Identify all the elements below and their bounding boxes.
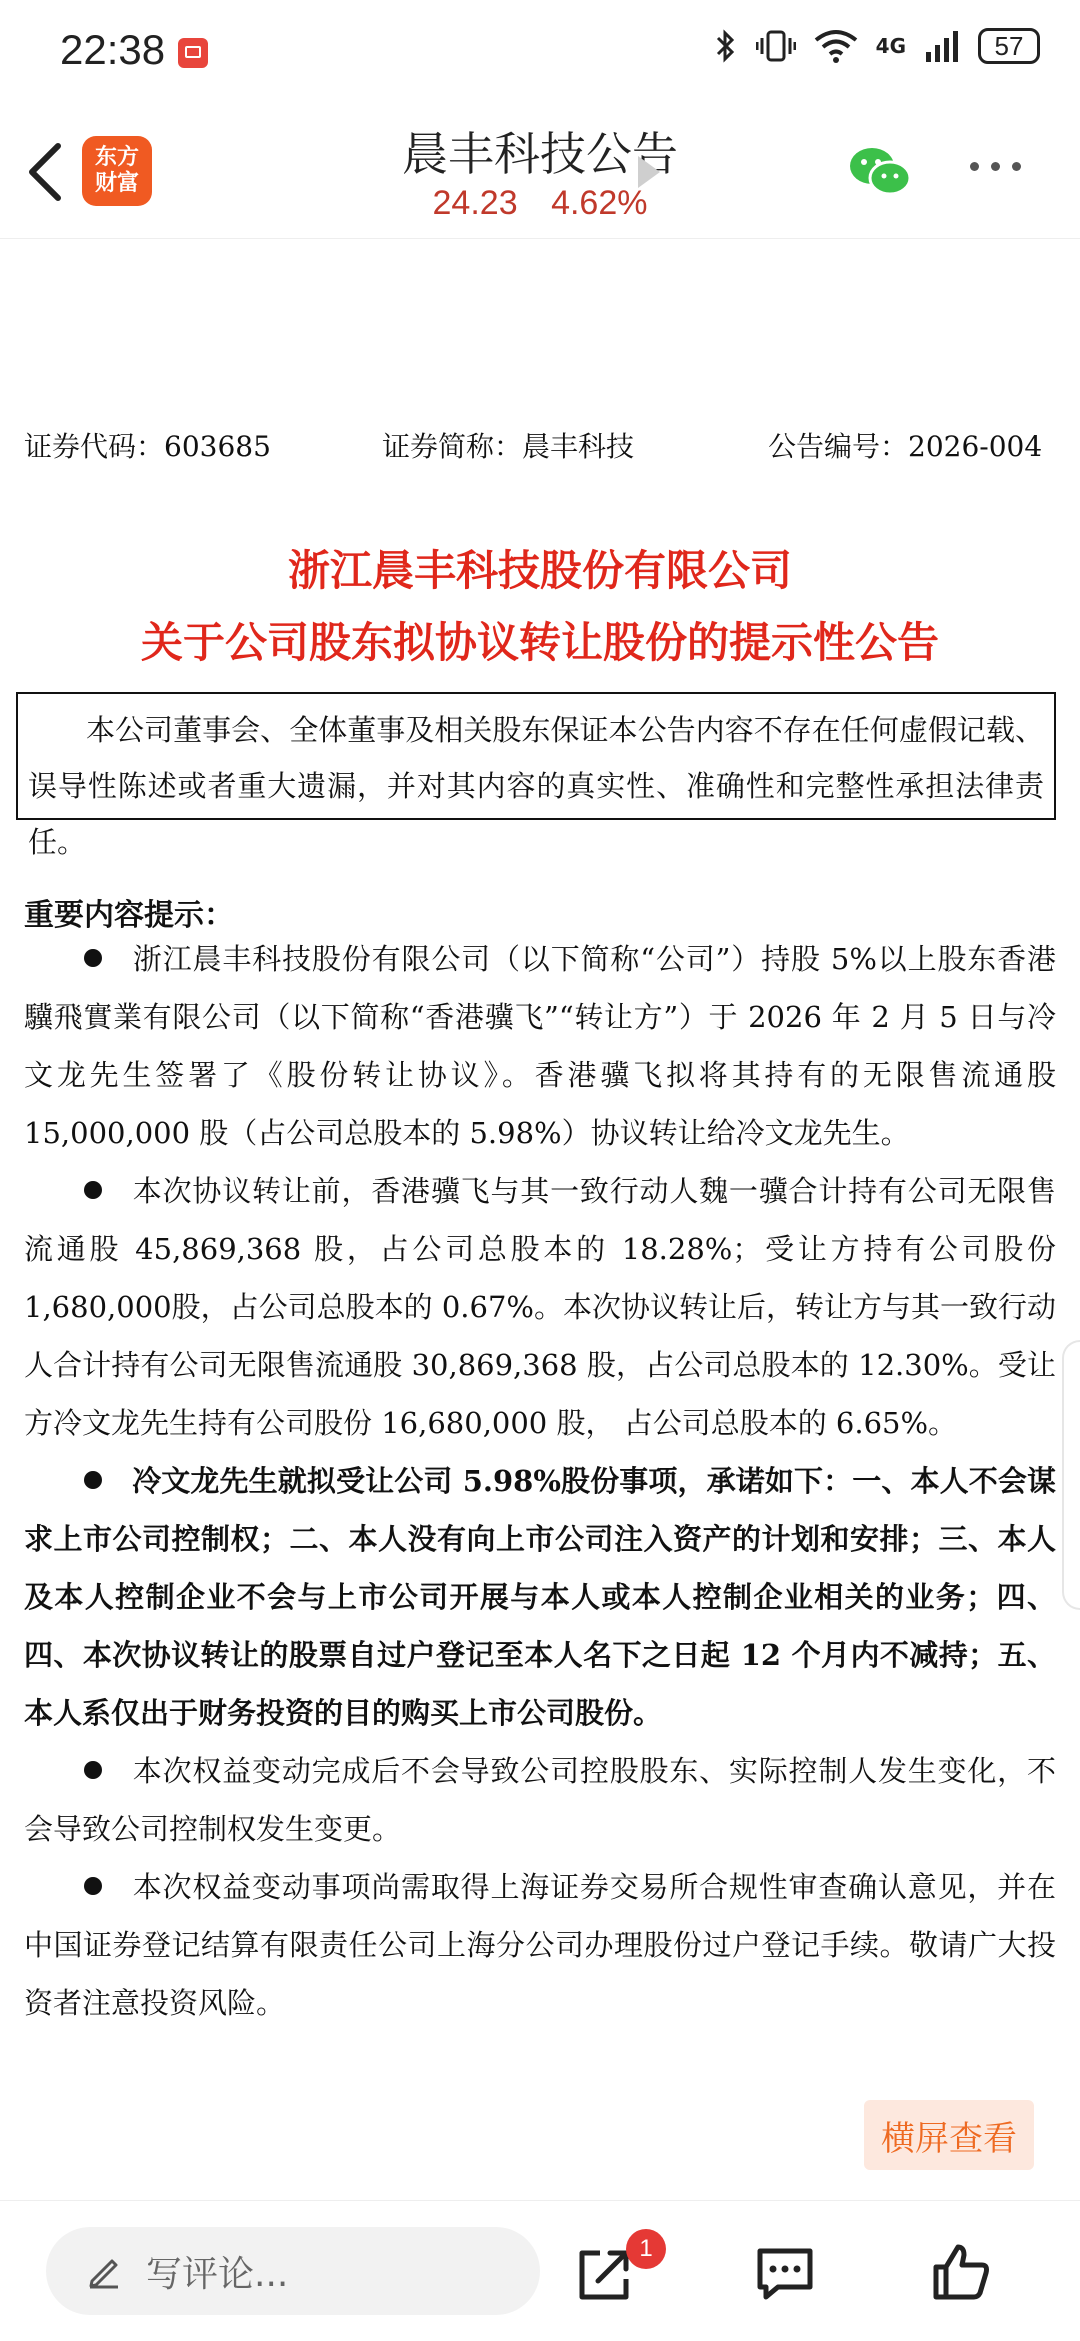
bottom-action-bar	[0, 2200, 1080, 2341]
stock-short-name: 证券简称：晨丰科技	[382, 430, 635, 463]
section-heading: 重要内容提示：	[24, 898, 234, 933]
bluetooth-icon	[714, 28, 738, 64]
stock-code: 证券代码：603685	[24, 430, 271, 463]
bullet-paragraph: 浙江晨丰科技股份有限公司（以下简称“公司”）持股 5%以上股东香港驥飛實業有限公司（以下简称“香港骥飞”“转让方”）于 2026 年 2 月 5 日与冷文龙先生签署了《股份转让协议》。香港骥飞拟将其持有的无限售流通股15,000,000 股（占公司总股本的 5.98%）协议转让给冷文龙先生。	[24, 942, 1056, 1150]
disclaimer-text: 本公司董事会、全体董事及相关股东保证本公告内容不存在任何虚假记载、误导性陈述或者重大遗漏，并对其内容的真实性、准确性和完整性承担法律责任。	[28, 713, 1044, 859]
bullet-paragraph: 本次权益变动完成后不会导致公司控股股东、实际控制人发生变化，不会导致公司控制权发生变更。	[24, 1754, 1056, 1846]
top-nav	[0, 110, 1080, 239]
vibrate-icon	[756, 28, 796, 64]
comments-icon[interactable]	[754, 2245, 816, 2303]
disclaimer-box	[16, 692, 1056, 859]
bullet-icon	[84, 949, 102, 967]
landscape-view-button[interactable]: 横屏查看	[864, 2100, 1034, 2170]
status-time: 22:38	[60, 26, 166, 73]
bullet-paragraph: 本次协议转让前，香港骥飞与其一致行动人魏一骥合计持有公司无限售流通股 45,869,368 股，占公司总股本的 18.28%；受让方持有公司股份 1,680,000股，占公司总股本的 0.67%。本次协议转让后，转让方与其一致行动人合计持有公司无限售流通股 30,869,368 股，占公司总股本的 12.30%。受让方冷文龙先生持有公司股份 16,680,000 股， 占公司总股本的 6.65%。	[24, 1174, 1056, 1440]
wifi-icon	[814, 28, 858, 64]
status-bar	[0, 0, 1080, 100]
bullet-icon	[84, 1181, 102, 1199]
bullet-icon	[84, 1877, 102, 1895]
signal-icon	[924, 28, 960, 64]
battery-level: 57	[994, 30, 1024, 61]
notification-icon	[178, 38, 208, 68]
stock-quote[interactable]	[0, 184, 1080, 223]
share-count-badge: 1	[626, 2229, 666, 2269]
announcement-number: 公告编号：2026-004	[768, 430, 1043, 463]
network-label: 4G	[875, 34, 906, 58]
thumbs-up-icon[interactable]	[930, 2241, 992, 2303]
comment-placeholder: 写评论...	[146, 2253, 289, 2295]
comment-input[interactable]	[46, 2227, 540, 2315]
pen-icon	[86, 2253, 122, 2289]
side-drawer-handle[interactable]	[1062, 1340, 1080, 1610]
doc-title-company: 浙江晨丰科技股份有限公司	[287, 546, 792, 595]
bullet-paragraph-bold: 冷文龙先生就拟受让公司 5.98%股份事项，承诺如下：一、本人不会谋求上市公司控制权；二、本人没有向上市公司注入资产的计划和安排；三、本人及本人控制企业不会与上市公司开展与本人或本人控制企业相关的业务；四、四、本次协议转让的股票自过户登记至本人名下之日起 12 个月内不减持；五、本人系仅出于财务投资的目的购买上市公司股份。	[24, 1464, 1056, 1730]
play-triangle-icon[interactable]	[638, 156, 660, 188]
doc-title-subject: 关于公司股东拟协议转让股份的提示性公告	[140, 618, 939, 667]
status-icons	[714, 28, 1040, 64]
bullet-icon	[84, 1471, 102, 1489]
more-options-icon[interactable]	[970, 162, 1021, 171]
logo-text-top: 东方	[94, 145, 139, 170]
stock-price: 24.23	[432, 184, 518, 222]
battery-icon	[978, 28, 1040, 64]
share-icon[interactable]	[574, 2245, 634, 2305]
stock-change: 4.62%	[551, 184, 648, 222]
bullet-icon	[84, 1761, 102, 1779]
bullet-paragraph: 本次权益变动事项尚需取得上海证券交易所合规性审查确认意见，并在中国证券登记结算有限责任公司上海分公司办理股份过户登记手续。敬请广大投资者注意投资风险。	[24, 1870, 1056, 2020]
page-title: 晨丰科技公告	[402, 127, 678, 181]
wechat-icon[interactable]	[848, 144, 912, 200]
logo-text-bottom: 财富	[94, 171, 139, 196]
